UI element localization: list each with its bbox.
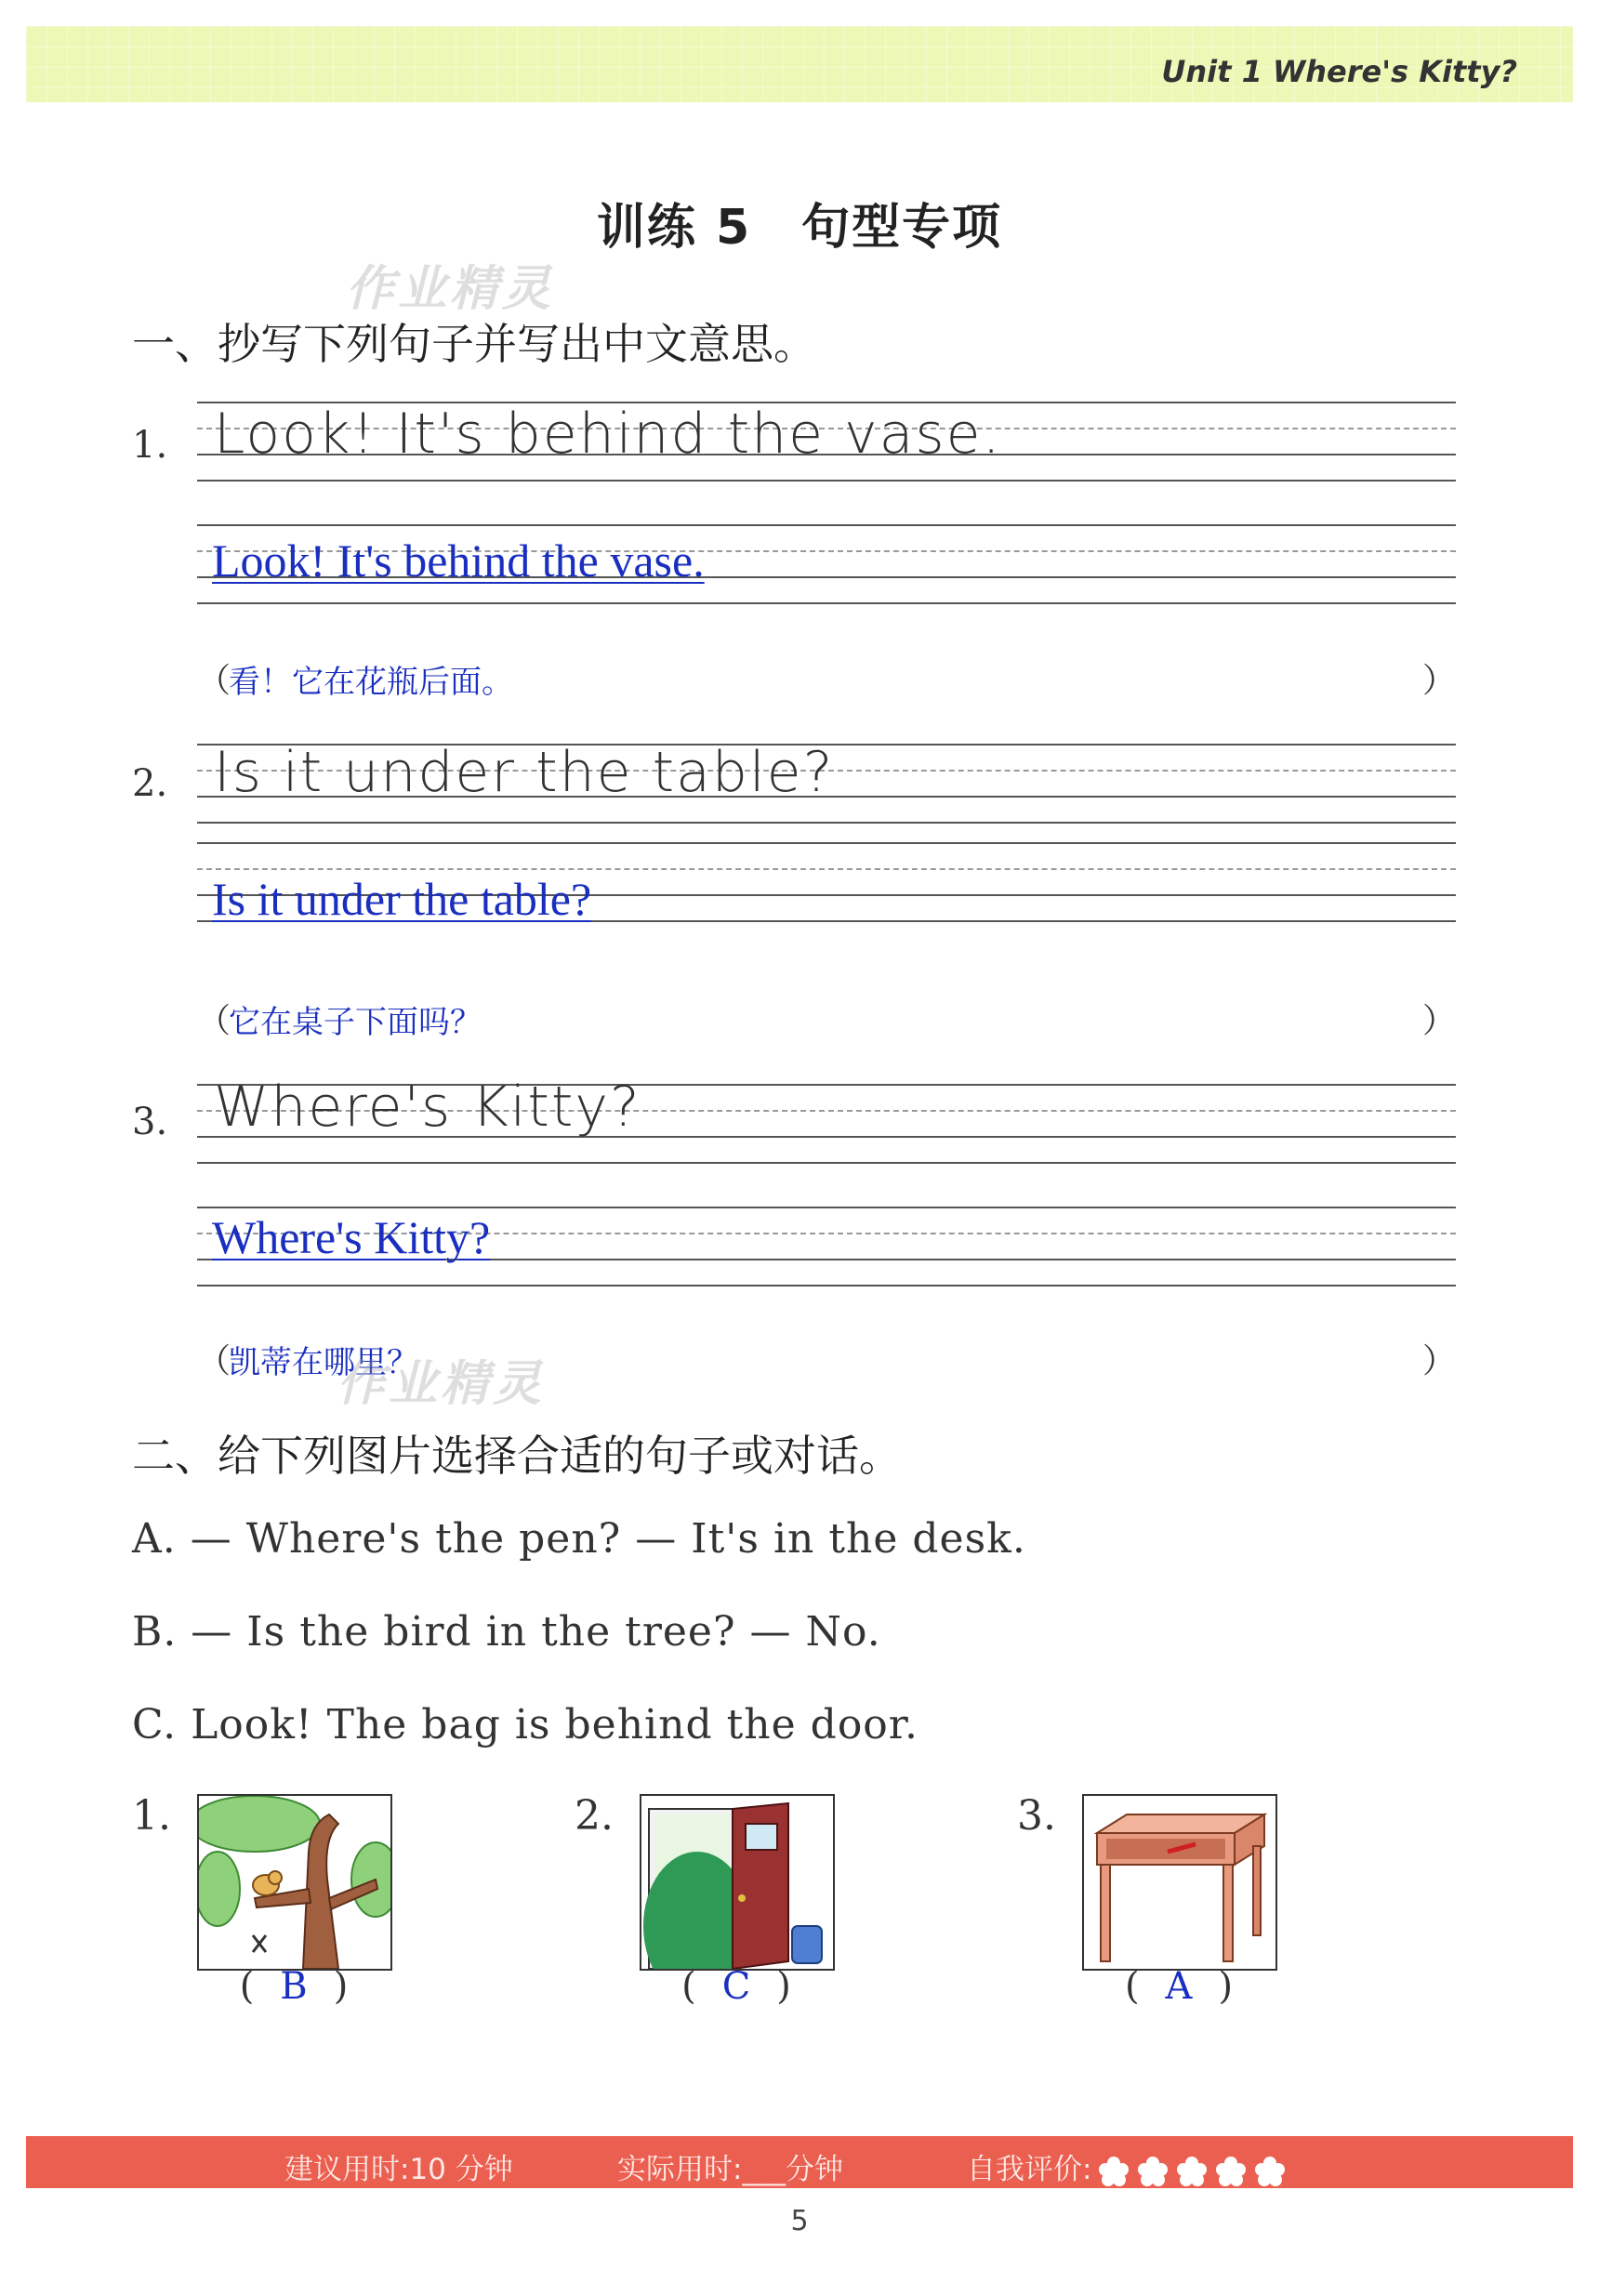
picture-answer: B — [280, 1965, 308, 2008]
paren-close: ） — [1421, 1342, 1456, 1380]
paren-open: （ — [197, 1002, 231, 1040]
answer-english: Where's Kitty? — [212, 1211, 491, 1263]
section-1-heading: 一、抄写下列句子并写出中文意思。 — [132, 319, 816, 369]
paren-open: （ — [197, 662, 231, 700]
answer-bracket — [662, 1965, 811, 2008]
answer-english: Is it under the table? — [212, 873, 592, 925]
bracket-open: ( — [681, 1965, 696, 2008]
picture-number: 3. — [1017, 1792, 1056, 1840]
picture-answer: C — [721, 1965, 751, 2008]
watermark: 作业精灵 — [346, 261, 555, 317]
watermark: 作业精灵 — [337, 1356, 546, 1412]
bracket-open: ( — [1124, 1965, 1140, 2008]
bracket-close: ) — [333, 1965, 349, 2008]
flower-star-icon[interactable] — [1136, 2155, 1170, 2188]
item-number: 1. — [132, 424, 168, 467]
bracket-close: ) — [776, 1965, 791, 2008]
paren-close: ） — [1421, 1002, 1456, 1040]
desk-pen-icon — [1082, 1794, 1277, 1971]
answer-bracket — [1104, 1965, 1253, 2008]
picture-number: 1. — [132, 1792, 171, 1840]
item-number: 3. — [132, 1101, 168, 1143]
bracket-close: ) — [1218, 1965, 1234, 2008]
picture-number: 2. — [575, 1792, 614, 1840]
model-sentence: Where's Kitty? — [214, 1075, 641, 1140]
model-sentence: Is it under the table? — [214, 740, 835, 805]
answer-chinese: 看！它在花瓶后面。 — [229, 664, 513, 701]
answer-english: Look! It's behind the vase. — [212, 534, 705, 587]
self-evaluation-label: 自我评价: — [967, 2153, 1092, 2186]
answer-bracket — [219, 1965, 368, 2008]
choice-b: B. — Is the bird in the tree? — No. — [132, 1608, 881, 1656]
bracket-open: ( — [239, 1965, 255, 2008]
paren-close: ） — [1421, 662, 1456, 700]
header-band — [26, 26, 1573, 102]
rating-stars[interactable] — [1091, 2153, 1287, 2186]
flower-star-icon[interactable] — [1253, 2155, 1287, 2188]
item-number: 2. — [132, 762, 168, 805]
door-bag-icon — [640, 1794, 835, 1971]
suggested-time: 建议用时:10 分钟 — [284, 2153, 513, 2186]
picture-answer: A — [1165, 1965, 1193, 2008]
tree-bird-icon — [197, 1794, 392, 1971]
flower-star-icon[interactable] — [1175, 2155, 1209, 2188]
flower-star-icon[interactable] — [1214, 2155, 1248, 2188]
model-sentence: Look! It's behind the vase. — [214, 402, 1002, 467]
paren-open: （ — [197, 1342, 231, 1380]
self-evaluation — [967, 2145, 1287, 2188]
page-title: 训练 5 句型专项 — [596, 200, 1003, 256]
flower-star-icon[interactable] — [1097, 2155, 1130, 2188]
page-number: 5 — [790, 2205, 809, 2237]
choice-c: C. Look! The bag is behind the door. — [132, 1701, 918, 1748]
actual-time[interactable]: 实际用时:___分钟 — [617, 2153, 843, 2186]
answer-chinese: 它在桌子下面吗？ — [229, 1004, 482, 1041]
answer-chinese: 凯蒂在哪里？ — [229, 1344, 418, 1381]
section-2-heading: 二、给下列图片选择合适的句子或对话。 — [132, 1431, 902, 1481]
unit-label: Unit 1 Where's Kitty? — [1161, 54, 1517, 89]
choice-a: A. — Where's the pen? — It's in the desk. — [132, 1515, 1026, 1563]
